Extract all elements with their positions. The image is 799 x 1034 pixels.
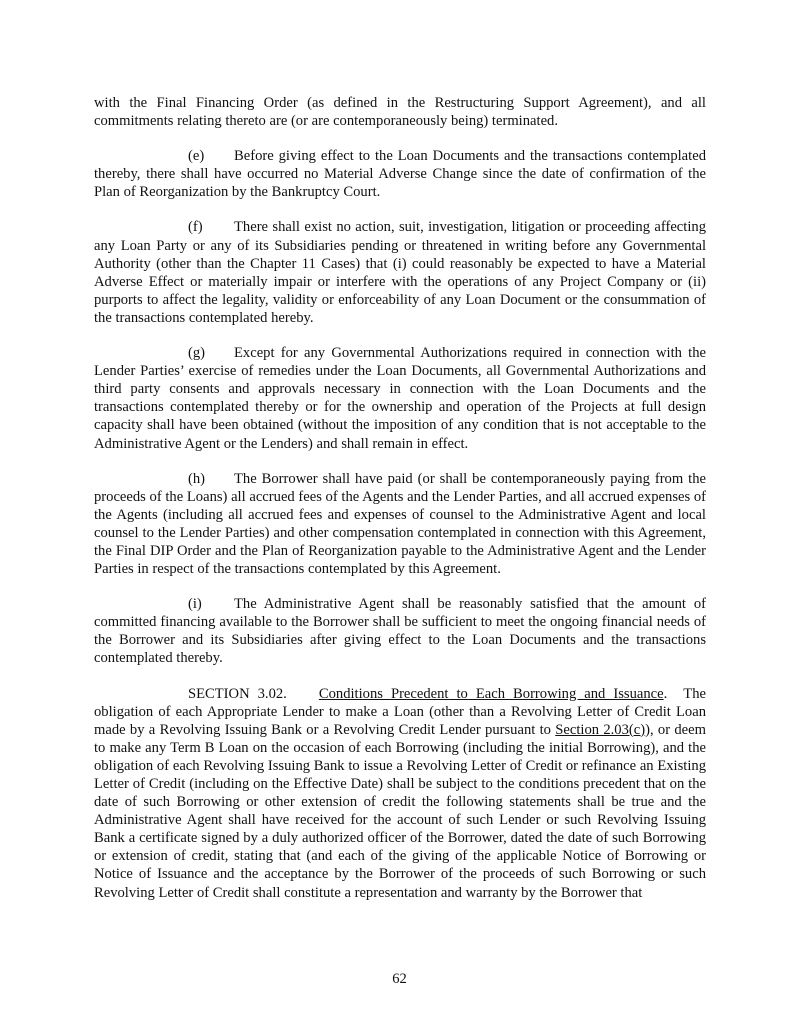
section-heading-period: . bbox=[663, 685, 668, 702]
paragraph-text: There shall exist no action, suit, investigation, litigation or proceeding affecting any Loan Party or any of its Subsidiaries pending or threatened in writing before any Governmental Authority (other than the Chapter 11 Cases) that (i) could reasonably be expected to have a Material Adverse Effect or materially impair or interfere with the operations of any Project Company or (ii) purports to affect the legality, validity or enforceability of any Loan Document or the consummation of the transactions contemplated hereby. bbox=[94, 219, 706, 326]
paragraph-e-material-adverse-change bbox=[94, 147, 706, 201]
section-text-part-1: The obligation of each Appropriate Lender to make a Loan (other than a Revolving Letter of Credit Loan made by a Revolving Issuing Bank or a Revolving Credit Lender pursuant to bbox=[94, 685, 706, 738]
document-page bbox=[94, 94, 706, 919]
section-number: SECTION 3.02. bbox=[188, 685, 287, 702]
paragraph-final-financing-order bbox=[94, 94, 706, 130]
section-3-02-paragraph bbox=[94, 685, 706, 902]
section-heading: Conditions Precedent to Each Borrowing and Issuance bbox=[318, 685, 664, 702]
section-reference-link[interactable]: Section 2.03(c) bbox=[555, 721, 646, 738]
paragraph-text: The Borrower shall have paid (or shall be contemporaneously paying from the proceeds of the Loans) all accrued fees of the Agents and the Lender Parties, and all accrued expenses of the Agents (including all accrued fees and expenses of counsel to the Administrative Agent and local counsel to the Lender Parties) and other compensation contemplated in connection with this Agreement, the Final DIP Order and the Plan of Reorganization payable to the Administrative Agent and the Lender Parties in respect of the transactions contemplated by this Agreement. bbox=[94, 470, 706, 578]
page-number: 62 bbox=[392, 971, 407, 987]
section-text-part-2: ), or deem to make any Term B Loan on the occasion of each Borrowing (including the initial Borrowing), and the obligation of each Revolving Issuing Bank to issue a Revolving Letter of Credit or refinance an Existing Letter of Credit (including on the Effective Date) shall be subject to the conditions precedent that on the date of such Borrowing or other extension of credit the following statements shall be true and the Administrative Agent shall have received for the account of such Lender or such Revolving Issuing Bank a certificate signed by a duly authorized officer of the Borrower, dated the date of such Borrowing or extension of credit, stating that (and each of the giving of the applicable Notice of Borrowing or Notice of Issuance and the acceptance by the Borrower of the proceeds of such Borrowing or such Revolving Letter of Credit shall constitute a representation and warranty by the Borrower that bbox=[94, 721, 706, 901]
paragraph-text: The Administrative Agent shall be reasonably satisfied that the amount of committed financing available to the Borrower shall be sufficient to meet the ongoing financial needs of the Borrower and its Subsidiaries after giving effect to the Loan Documents and the transactions contemplated thereby. bbox=[94, 596, 706, 667]
paragraph-label: (g) bbox=[188, 345, 206, 362]
paragraph-text: Except for any Governmental Authorizations required in connection with the Lender Parties’ exercise of remedies under the Loan Documents, all Governmental Authorizations and third party consents and approvals necessary in connection with the Loan Documents and the transactions contemplated thereby or for the ownership and operation of the Projects at full design capacity shall have been obtained (without the imposition of any condition that is not acceptable to the Administrative Agent or the Lenders) and shall remain in effect. bbox=[94, 345, 706, 452]
paragraph-h-fees-and-expenses bbox=[94, 470, 706, 579]
paragraph-g-governmental-authorizations bbox=[94, 344, 706, 453]
paragraph-f-litigation bbox=[94, 218, 706, 327]
paragraph-label: (f) bbox=[188, 219, 203, 236]
paragraph-label: (e) bbox=[188, 148, 205, 165]
paragraph-text: Before giving effect to the Loan Documents and the transactions contemplated thereby, there shall have occurred no Material Adverse Change since the date of confirmation of the Plan of Reorganization by the Bankruptcy Court. bbox=[94, 148, 706, 201]
paragraph-label: (h) bbox=[188, 470, 206, 487]
paragraph-i-committed-financing bbox=[94, 595, 706, 667]
paragraph-label: (i) bbox=[188, 596, 202, 613]
paragraph-text: with the Final Financing Order (as defined in the Restructuring Support Agreement), and all commitments relating thereto are (or are contemporaneously being) terminated. bbox=[94, 95, 706, 130]
